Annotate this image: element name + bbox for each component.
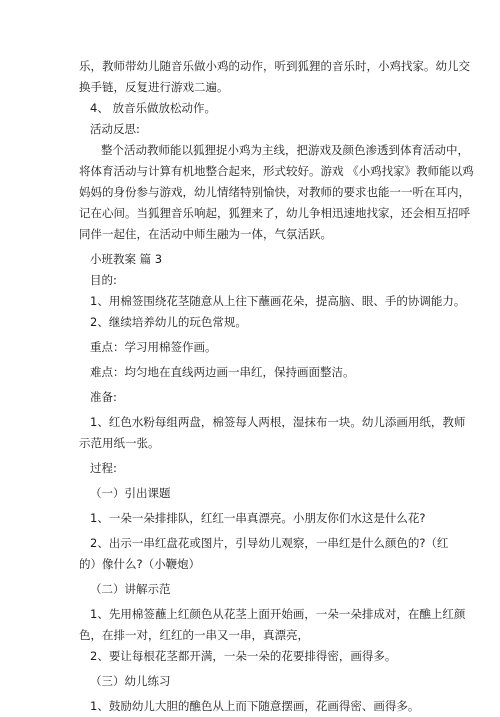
list-item: 1、先用棉签蘸上红颜色从花茎上面开始画，一朵一朵排成对，在醮上红颜 xyxy=(90,607,466,621)
body-text-line: 换手链，反复进行游戏二遍。 xyxy=(79,80,229,94)
key-point-text: 重点：学习用棉签作画。 xyxy=(90,340,217,354)
difficulty-text: 难点：均匀地在直线两边画一串红，保持画面整洁。 xyxy=(90,365,355,379)
subsection-heading: （一）引出课题 xyxy=(90,486,171,500)
paragraph-start: 整个活动教师能以狐狸捉小鸡为主线，把游戏及颜色渗透到体育活动中， xyxy=(101,143,469,157)
body-text-line: 记在心间。当狐狸音乐响起，狐狸来了，幼儿争相迅速地找家，还会相互招呼 xyxy=(79,206,470,220)
document-page xyxy=(79,56,474,717)
body-text-line: 的）像什么?（小鞭炮） xyxy=(79,557,201,571)
body-text-line: 乐，教师带幼儿随音乐做小鸡的动作，听到狐狸的音乐时，小鸡找家。幼儿交 xyxy=(79,59,470,73)
list-item: 1、鼓励幼儿大胆的醮色从上而下随意摆画，花画得密、画得多。 xyxy=(90,699,420,713)
section-heading: 活动反思: xyxy=(90,122,140,136)
list-item: 2、继续培养幼儿的玩色常规。 xyxy=(90,315,247,329)
body-text-line: 色，在排一对，红红的一串又一串，真漂亮， xyxy=(79,628,309,642)
section-heading: 目的: xyxy=(90,273,117,287)
list-item: 4、 放音乐做放松动作。 xyxy=(90,101,216,115)
section-heading: 过程: xyxy=(90,461,117,475)
list-item: 2、出示一串红盘花或图片，引导幼儿观察，一串红是什么颜色的?（红 xyxy=(90,536,449,550)
list-item: 2、要让每根花茎都开满，一朵一朵的花要排得密，画得多。 xyxy=(90,649,397,663)
body-text-line: 示范用纸一张。 xyxy=(79,436,160,450)
body-text-line: 同伴一起住，在活动中师生融为一体，气氛活跃。 xyxy=(79,227,332,241)
lesson-title: 小班教案 篇 3 xyxy=(90,252,163,266)
list-item: 1、用棉签围绕花茎随意从上往下蘸画花朵，提高脑、眼、手的协调能力。 xyxy=(90,294,466,308)
subsection-heading: （二）讲解示范 xyxy=(90,582,171,596)
list-item: 1、红色水粉每组两盘，棉签每人两根，湿抹布一块。幼儿添画用纸，教师 xyxy=(90,415,466,429)
body-text-line: 妈妈的身份参与游戏，幼儿情绪特别愉快，对教师的要求也能一一听在耳内， xyxy=(79,185,470,199)
body-text-line: 将体育活动与计算有机地整合起来，形式较好。游戏 《小鸡找家》教师能以鸡 xyxy=(79,164,474,178)
list-item: 1、一朵一朵排排队，红红一串真漂亮。小朋友你们水这是什么花? xyxy=(90,511,426,525)
section-heading: 准备: xyxy=(90,390,117,404)
subsection-heading: （三）幼儿练习 xyxy=(90,674,171,688)
